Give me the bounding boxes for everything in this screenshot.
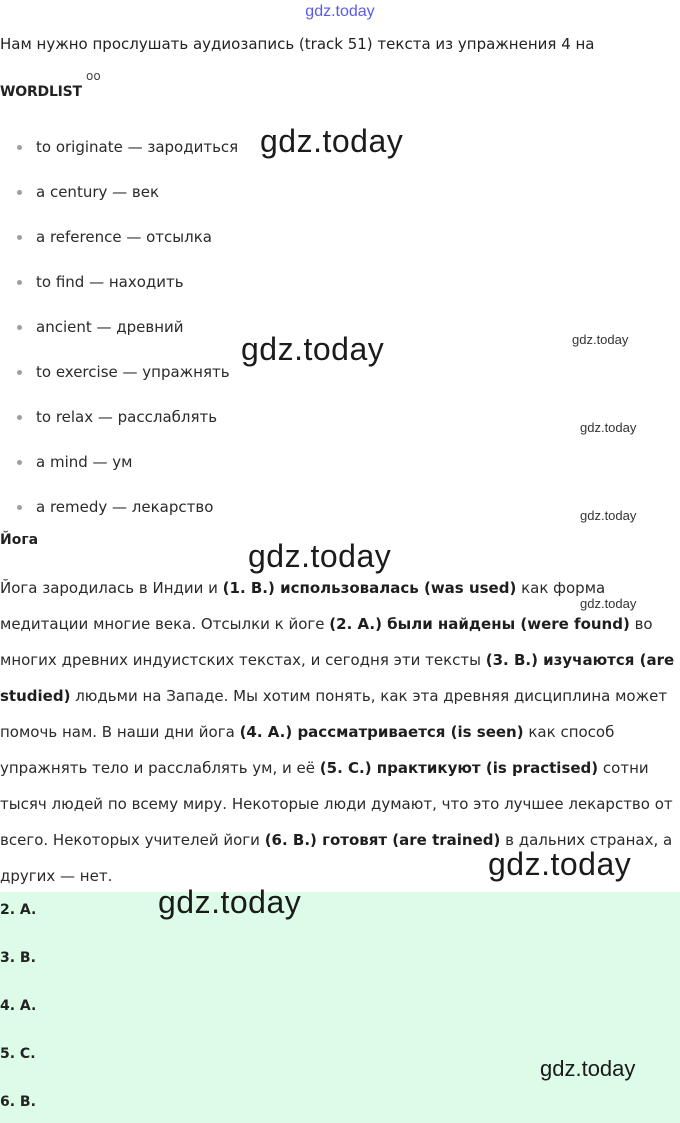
answers-box xyxy=(0,892,680,1123)
text-segment: как форма медитации многие века. Отсылки к йоге xyxy=(0,579,606,633)
answer-highlight: (1. B.) использовалась (was used) xyxy=(222,579,517,597)
wordlist-title: WORDLIST xyxy=(0,84,82,100)
watermark: gdz.today xyxy=(540,1056,636,1081)
bullet-icon xyxy=(17,415,22,420)
section-title: Йога xyxy=(0,532,39,548)
text-segment: Йога зародилась в Индии и xyxy=(0,579,223,597)
text-segment: сотни тысяч людей по всему миру. Некоторые люди думают, что это лучшее лекарство от всего. Некоторых учителей йоги xyxy=(0,759,673,849)
watermark: gdz.today xyxy=(572,332,629,347)
watermark: gdz.today xyxy=(580,420,637,435)
list-item xyxy=(0,492,680,537)
intro-text: Нам нужно прослушать аудиозапись (track 51) текста из упражнения 4 на xyxy=(0,35,595,53)
bullet-icon xyxy=(17,190,22,195)
header-watermark: gdz.today xyxy=(305,3,375,20)
bullet-icon xyxy=(17,280,22,285)
list-item-text: to find — находить xyxy=(36,273,184,291)
list-item-text: ancient — древний xyxy=(36,318,184,336)
bullet-icon xyxy=(17,145,22,150)
list-item-text: a remedy — лекарство xyxy=(36,498,214,516)
bullet-icon xyxy=(17,460,22,465)
text-segment: во многих древних индуистских текстах, и сегодня эти тексты xyxy=(0,615,653,669)
list-item xyxy=(0,177,680,222)
answer-highlight: (5. C.) практикуют (is practised) xyxy=(319,759,599,777)
list-item-text: a mind — ум xyxy=(36,453,133,471)
watermark: gdz.today xyxy=(488,846,632,882)
list-item-text: to originate — зародиться xyxy=(36,138,239,156)
bullet-icon xyxy=(17,235,22,240)
answer-item: 5. C. xyxy=(0,1046,36,1062)
watermark: gdz.today xyxy=(580,508,637,523)
text-segment: как способ упражнять тело и расслаблять ум, и её xyxy=(0,723,615,777)
watermark: gdz.today xyxy=(241,331,385,367)
list-item xyxy=(0,222,680,267)
list-item-text: a century — век xyxy=(36,183,160,201)
bullet-icon xyxy=(17,505,22,510)
clipped-text-fragment: oo xyxy=(86,69,101,83)
list-item-text: to relax — расслаблять xyxy=(36,408,218,426)
list-item xyxy=(0,267,680,312)
list-item xyxy=(0,447,680,492)
text-segment: в дальних странах, а других — нет. xyxy=(0,831,673,885)
answer-highlight: (6. B.) готовят (are trained) xyxy=(264,831,501,849)
answer-item: 2. A. xyxy=(0,902,37,918)
bullet-icon xyxy=(17,370,22,375)
watermark: gdz.today xyxy=(248,538,392,574)
answer-highlight: (3. B.) изучаются (are studied) xyxy=(0,651,675,705)
answer-item: 3. B. xyxy=(0,950,36,966)
text-segment: людьми на Западе. Мы хотим понять, как эта древняя дисциплина может помочь нам. В наши дни йога xyxy=(0,687,668,741)
watermark: gdz.today xyxy=(260,123,404,159)
answer-highlight: (4. A.) рассматривается (is seen) xyxy=(239,723,524,741)
answer-item: 6. B. xyxy=(0,1094,36,1110)
answer-highlight: (2. A.) были найдены (were found) xyxy=(329,615,630,633)
watermark: gdz.today xyxy=(158,884,302,920)
bullet-icon xyxy=(17,325,22,330)
list-item-text: a reference — отсылка xyxy=(36,228,212,246)
list-item xyxy=(0,402,680,447)
watermark: gdz.today xyxy=(580,596,637,611)
list-item-text: to exercise — упражнять xyxy=(36,363,230,381)
answer-item: 4. A. xyxy=(0,998,37,1014)
